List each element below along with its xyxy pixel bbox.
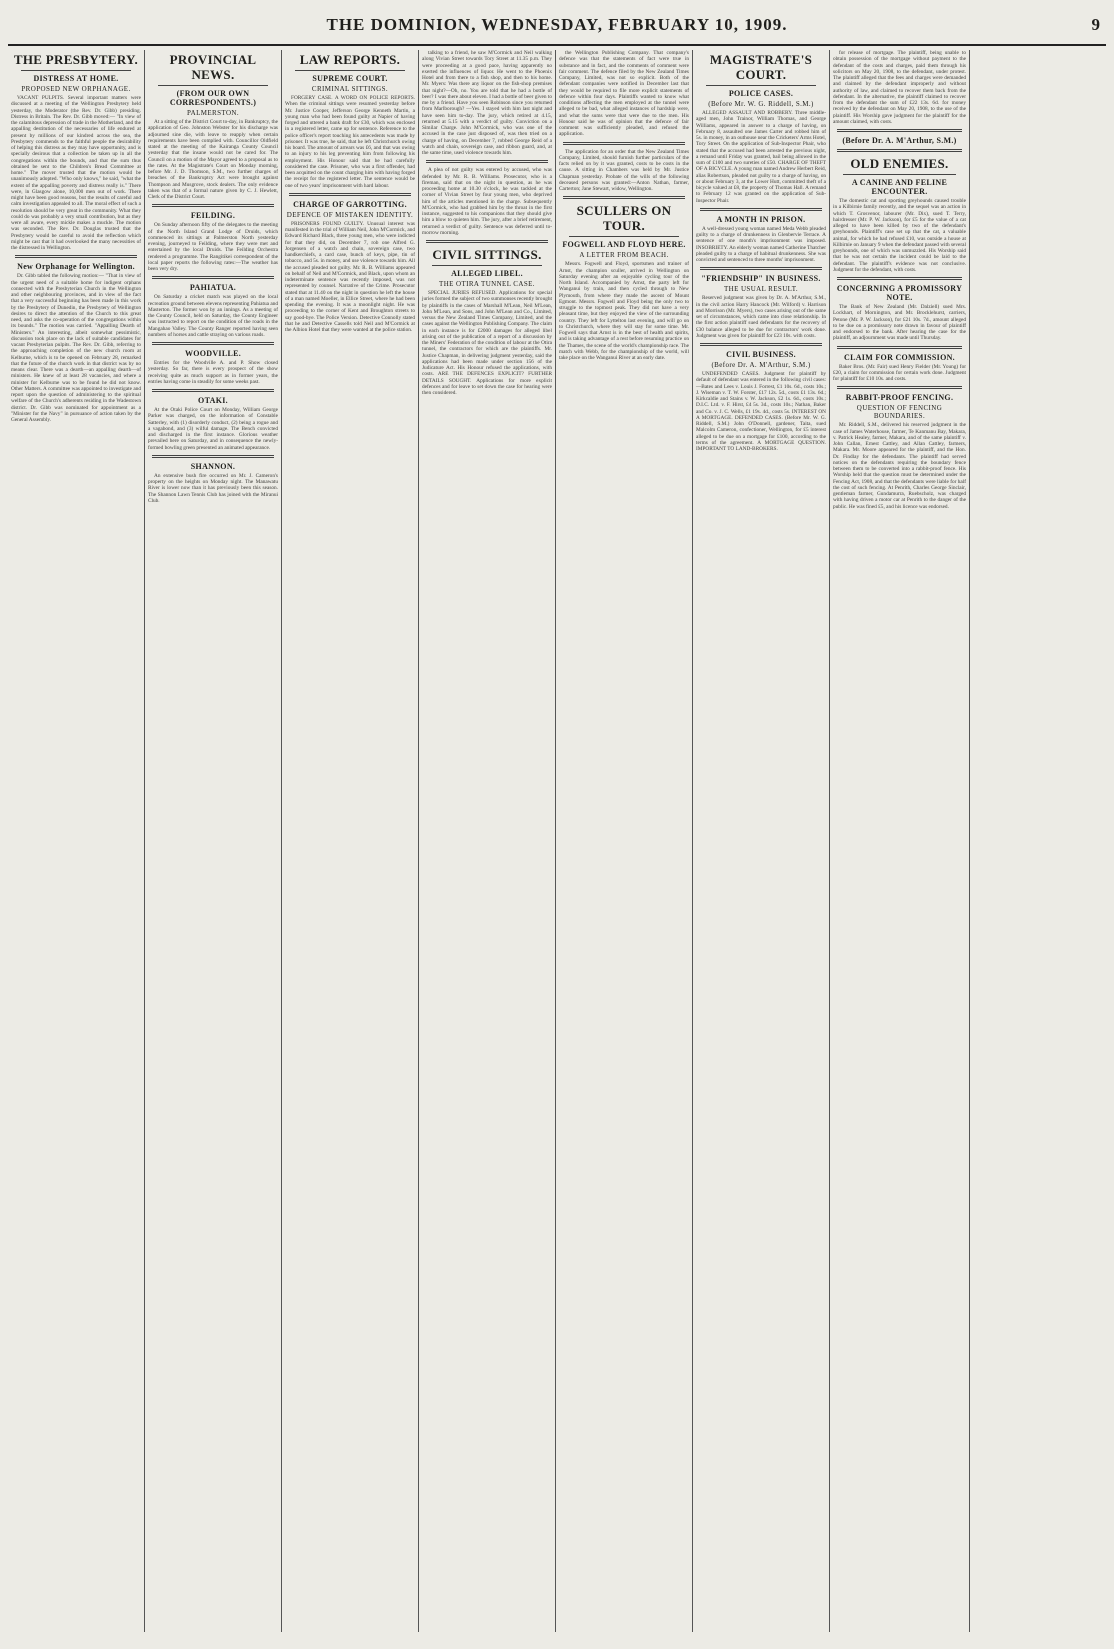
sub-headline: (FROM OUR OWN CORRESPONDENTS.) bbox=[169, 89, 257, 107]
sub-headline: FEILDING. bbox=[190, 211, 236, 221]
section-divider bbox=[700, 343, 822, 346]
article-headline: SCULLERS ON TOUR. bbox=[576, 203, 672, 234]
page-number: 9 bbox=[1091, 15, 1100, 34]
section-subheading: A LETTER FROM BEACH. bbox=[579, 251, 669, 260]
sub-headline: DISTRESS AT HOME. bbox=[33, 74, 119, 83]
sub-headline: WOODVILLE. bbox=[184, 349, 242, 358]
masthead-title: THE DOMINION, WEDNESDAY, FEBRUARY 10, 1909. bbox=[326, 15, 788, 34]
sub-headline: CONCERNING A PROMISSORY NOTE. bbox=[836, 284, 963, 302]
section-divider bbox=[837, 346, 962, 349]
article-body: An extensive bush fire occurred on Mr. J. Cameron's property on the heights on Monday night. The Manawatu River is lower now than it has previously been this season. The Shannon Lawn Tennis Club has joined with the Miranui Club. bbox=[148, 472, 278, 504]
column-6 bbox=[693, 50, 830, 1632]
section-divider bbox=[700, 208, 822, 211]
section-divider bbox=[289, 193, 411, 196]
section-divider bbox=[426, 160, 548, 163]
article-headline: CIVIL SITTINGS. bbox=[432, 247, 542, 262]
article-body: talking to a friend, he saw M'Cormick and Neil walking along Vivian Street towards Tory Street at 11.35 p.m. They were proceeding at a good pace, having apparently no exerted the influences of liquor. He went to the Phoenix Hotel and from there to a fish shop, and then to his home. Mr. Myers: Was there any liquor on the fish-shop premises that night?—Oh, no. You are told that he had a bottle of beer? I was there about eleven. I had a bottle of beer given to me by a friend. Have you seen Robinson since you returned from Marlborough? —Yes. I stayed with him last night and have seen him to-day. The jury, which retired at 4.15, returned at 5.15 with a verdict of guilty. Conviction on a Similar Charge. John M'Cormick, who was one of the accused in the case just disposed of, was then tried on a charge of having, on December 7, robbed George Reid of a watch and chain, sovereign case, and ribbon guard, and, at the same time, used violence towards him. bbox=[422, 50, 552, 156]
column-8 bbox=[970, 50, 1106, 1632]
section-divider bbox=[426, 240, 548, 243]
article-body: Messrs. Fogwell and Floyd, sportsmen and trainer of Arnst, the champion sculler, arrived in Wellington on Saturday evening after an enjoyable cycling tour of the North Island. Accompanied by Arnst, the party left for Wanganui by train, and then cycled through to New Plymouth, from where they made the ascent of Mount Egmont. Messrs. Fogwell and Floyd being the only two to struggle to the topmost peak. They did not have a very pleasant time, but they enjoyed the view of the surrounding country. They left for Lyttelton last evening, and will go on to Christchurch, where they will stay for some time. Mr. Fogwell says that Arnst is in the best of health and spirits, and is taking advantage of a rest before resuming practice on the Thames, the scene of the world's championship race. The match with Webb, for the championship of the world, will take place on the Wanganui River at an early date. bbox=[559, 261, 689, 361]
article-body: VACANT PULPITS. Several important matters were discussed at a meeting of the Wellington Presbytery held yesterday, the Moderator (the Rev. Dr. Gibb) presiding. Distress in Britain. The Rev. Dr. Gibb moved:— "In view of the calamitous depression of trade in the Motherland, and the appalling destitution of the necessaries of life endured at present by millions of our kindred across the sea, the Presbytery commends to the faithful people the desirability of helping this distress as they may have opportunity, and is specially desirous that a collection be taken up in all the congregations within the bounds, and that the sum thus obtained be sent to the Children's Bread Committee at home." The mover trusted that the motion would be unanimously adopted. "Who only knows," he said, "what the extent of the appalling poverty and distress really is." There were, in Glasgow alone, 10,000 men out of work. There might have been good reasons, but the results of careful and calm investigation appealed to all. The moral effect of such a resolution should be very great in the community. What they could do was probably a very small contribution, but as they were all aware, every mickle makes a muckle. The motion was seconded. The Rev. Dr. Douglas trusted that the Presbytery would be careful to avoid the reflection which might be cast that it had overlooked the many necessities of the distressed in Wellington. bbox=[11, 95, 141, 251]
article-body: Mr. Riddell, S.M., delivered his reserved judgment in the case of James Waterhouse, farmer, Te Kanmanu Bay, Makara, v. Patrick Healey, farmer, Makara, and of the same plaintiff v. John Callan, Ernest Cattley, and Allan Cattley, farmers, Makara. Mr. Moore appeared for the plaintiff, and the Hon. Dr. Findlay for the defendants. The plaintiff had served notices on the defendants requiring the boundary fence between them to be converted into a rabbit-proof fence. His Worship held that the question must be determined under the Fencing Act, 1908, and that the defendants were liable for half the cost of such fencing. At Penrith, Charles George Sinclair, gentleman farmer, Gundamurra, Ruebscholz, was charged with having driven a motor car at Penrith to the danger of the public. He was fined £5, and his licence was endorsed. bbox=[833, 422, 966, 510]
article-body: At the Otaki Police Court on Monday, William George Parker was charged, on the information of Constable Satterley, with (1) disorderly conduct, (2) being a rogue and a vagabond, and (3) wilful damage. The Bench convicted and discharged in the first instance. Glorious weather prevailed here on Saturday, and in consequence the newly-formed bowling green presented an animated appearance. bbox=[148, 407, 278, 451]
article-body: the Wellington Publishing Company. That company's defence was that the statements of fact were true in substance and in fact, and the comments of comment were fair comment. The defence filed by the New Zealand Times Company, Limited, was not so explicit. Both of the defendant companies were notified in December last that they would be required to file more explicit statements of defence within four days. Plaintiffs wanted to know what conditions affecting the men employed at the tunnel were alleged to be bad, what alleged instances of hardship were, and what the sums were that were due to the men. His Honour said he was of opinion that the defence of fair comment was sufficiently pleaded, and refused the application. bbox=[559, 50, 689, 138]
section-divider bbox=[837, 129, 962, 132]
newspaper-page bbox=[8, 6, 1106, 1634]
sub-headline: POLICE CASES. bbox=[728, 89, 794, 98]
headline-rule bbox=[295, 70, 405, 71]
sub-headline: CLAIM FOR COMMISSION. bbox=[844, 352, 955, 362]
section-subheading: (Before Mr. W. G. Riddell, S.M.) bbox=[708, 100, 814, 108]
headline-rule bbox=[158, 85, 268, 86]
section-divider bbox=[837, 277, 962, 280]
section-subheading: PROPOSED NEW ORPHANAGE. bbox=[21, 85, 131, 93]
sub-headline: ALLEGED LIBEL. bbox=[451, 269, 523, 278]
article-body: PRISONERS FOUND GUILTY. Unusual interest was manifested in the trial of William Neil, John M'Cormick, and Edward Richard Black, three young men, who were indicted for that they did, on December 7, rob one Alfred G. Jorgensen of a watch and chain, sovereign case, two handkerchiefs, a card case, bunch of keys, pipe, tin of tobacco, and 5s. in money, and use violence towards him. All the accused pleaded not guilty. Mr. R. B. Williams appeared on behalf of Neil and M'Cormick, and Black, upon whom an indeterminate sentence was recently imposed, was not represented by counsel. Narrative of the Crime. Prosecutor stated that at 11.40 on the night in question he left the house of a man named Moeller, in Ellice Street, where he had been spending the evening. It was a moonlight night. He was proceeding to the corner of Kent and Broughton streets to say good-bye. The Police Version. Detective Connolly stated that he and Detective Cassells told Neil and M'Cormick at the Albion Hotel that they were wanted at the police station. bbox=[285, 220, 415, 333]
article-body: Dr. Gibb tabled the following motion:— "That in view of the urgent need of a suitable home for indigent orphans connected with the Presbyterian Church in the Wellington and other neighbouring provinces, and in view of the fact that a very successful beginning has been made in this work by the Presbytery of Dunedin, the Presbytery of Wellington desires to direct the attention of the Church to this great need, and asks the co-operation of the congregations within its bounds." The motion was carried. "Appalling Dearth of Ministers." An interesting, albeit somewhat pessimistic, discussion took place on the lack of suitable candidates for vacant Presbyterian pulpits. The Rev. Dr. Gibb, referring to the approaching completion of the new church room at Kelburne, which is to be opened on February 28, remarked that the future of the church work in that district was by no means clear. There was a dearth—an appalling dearth—of ministers. He knew of at least 28 vacancies, and where a minister for Kelburne was to be found he did not know. Other Matters. A committee was appointed to investigate and report upon the question of administering to the spiritual welfare of the Church's adherents residing in the Wadestown district. Dr. Gibb was nominated for appointment as a "Minister for the Navy" in pursuance of action taken by the General Assembly. bbox=[11, 273, 141, 423]
sub-headline: FOGWELL AND FLOYD HERE. bbox=[562, 240, 686, 250]
article-headline: MAGISTRATE'S COURT. bbox=[709, 52, 813, 82]
sub-headline: A CANINE AND FELINE ENCOUNTER. bbox=[851, 178, 948, 196]
column-3 bbox=[282, 50, 419, 1632]
headline-rule bbox=[706, 85, 816, 86]
sub-headline: SUPREME COURT. bbox=[312, 74, 388, 83]
sub-headline: CIVIL BUSINESS. bbox=[726, 350, 796, 359]
article-body: A well-dressed young woman named Meda Webb pleaded guilty to a charge of drunkenness in Glenbervie Terrace. A sentence of one month's imprisonment was imposed. INSOBRIETY. An elderly woman named Catherine Thatcher pleaded guilty to a charge of habitual drunkenness. She was convicted and sentenced to three months' imprisonment. bbox=[696, 225, 826, 263]
sub-headline: SHANNON. bbox=[190, 461, 236, 471]
article-body: FORGERY CASE. A WORD ON POLICE REPORTS. When the criminal sittings were resumed yesterday before Mr. Justice Cooper, Jefferson George Kenneth Martin, a young man who had been found guilty at Napier of having forged and uttered a bank draft for £30, which was enclosed in a registered letter, came up for sentence. Reference to the police officer's report touching his antecedents was made by prisoner. It was true, he said, that he left Christchurch owing his board. The amount of arrears was £6, and that was owing to an injury to his leg preventing him from following his employment. His Honour said that he had carefully considered the case. Prisoner, who was a first offender, had been acquitted on the count charging him with having forged the receipt for the registered letter. The sentence would be one of two years' imprisonment with hard labour. bbox=[285, 95, 415, 189]
section-subheading: PALMERSTON. bbox=[186, 109, 240, 117]
section-divider bbox=[152, 276, 274, 279]
sub-headline: PAHIATUA. bbox=[189, 283, 237, 293]
section-subheading: THE OTIRA TUNNEL CASE. bbox=[439, 280, 535, 288]
article-body: ALLEGED ASSAULT AND ROBBERY. Three middle-aged men, John Trainor, William Thomas, and George Williams, appeared in answer to a charge of having, on February 8, assaulted one James Carter and robbed him of 5s. in money, in an outhouse near the Cricketers' Arms Hotel, Tory Street. On the application of Sub-Inspector Phair, who stated that the accused had been arrested the previous night, a remand until Friday was granted, bail being allowed in the sum of £100 and two sureties of £50. CHARGE OF THEFT OF A BICYCLE. A young man named Andrew Herbert Reid, alias Robertson, pleaded not guilty to a charge of having, on or about February 3, at the Lower Hutt, committed theft of a bicycle valued at £8, the property of Thomas Hall. A remand to February 12 was granted on the application of Sub-Inspector Phair. bbox=[696, 110, 826, 204]
section-divider bbox=[152, 204, 274, 207]
headline-rule bbox=[21, 70, 131, 71]
section-subheading: CRIMINAL SITTINGS. bbox=[311, 85, 389, 93]
section-subheading: THE USUAL RESULT. bbox=[723, 285, 798, 294]
article-body: UNDEFENDED CASES. Judgment for plaintiff by default of defendant was entered in the following civil cases:—Bates and Lees v. Louis J. Forrest, £1 10s. 6d., costs 10s.; J. Wiseman v. T. W. Forster, £17 12s. 5d., costs £1 13s. 6d.; Kirkcaldie and Stains v. W. Jackson, £2 1s. 6d., costs 10s.; D.I.C. Ltd. v. F. Hirst, £4 5s. 3d., costs 10s.; Nathan, Baker and Co. v. J. C. Wells, £1 19s. 4d., costs 5s. INTEREST ON A MORTGAGE. DEFENDED CASES. (Before Mr. W. G. Riddell, S.M.) John O'Donnell, gardener, Taita, sued Malcolm Cameron, confectioner, Wellington, for £5 interest alleged to be due on a mortgage for £100, according to the terms of the agreement. A MORTGAGE QUESTION. IMPORTANT TO LAND-BROKERS. bbox=[696, 371, 826, 452]
article-headline: PROVINCIAL NEWS. bbox=[169, 52, 257, 82]
section-divider bbox=[152, 389, 274, 392]
section-subheading: QUESTION OF FENCING BOUNDARIES. bbox=[856, 404, 943, 421]
column-2 bbox=[145, 50, 282, 1632]
sub-headline: OTAKI. bbox=[198, 396, 228, 405]
section-divider bbox=[700, 267, 822, 270]
section-divider bbox=[837, 386, 962, 389]
section-divider bbox=[837, 149, 962, 152]
article-headline: THE PRESBYTERY. bbox=[13, 52, 139, 67]
column-7 bbox=[830, 50, 970, 1632]
section-divider bbox=[15, 255, 137, 258]
headline-rule bbox=[843, 174, 956, 175]
article-body: for release of mortgage. The plaintiff, being unable to obtain possession of the mortgage without payment to the defendant of the costs and charges, paid them through his solicitors on May 20, 1908, to the defendant, under protest. The plaintiff alleged that the fees and charges were demanded and claimed by the defendant improperly and without authority of law, and claimed to recover them back from the defendant. In the alternative, the plaintiff claimed to recover from the defendant the sum of £22 13s. 6d. for money received by the defendant on May 20, 1908, to the use of the plaintiff. His Worship gave judgment for the plaintiff for the amount claimed, with costs. bbox=[833, 50, 966, 125]
article-headline: OLD ENEMIES. bbox=[850, 156, 949, 171]
columns bbox=[8, 50, 1106, 1632]
sub-headline: (Before Dr. A. M'Arthur, S.M.) bbox=[842, 136, 957, 145]
column-5 bbox=[556, 50, 693, 1632]
column-1 bbox=[8, 50, 145, 1632]
article-body: Baker Bros. (Mr. Fair) sued Henry Fielder (Mr. Young) for £20, a claim for commission for certain work done. Judgment for plaintiff for £10 10s. and costs. bbox=[833, 363, 966, 382]
section-divider bbox=[152, 455, 274, 458]
sub-headline: "FRIENDSHIP" IN BUSINESS. bbox=[701, 274, 821, 284]
section-subheading: DEFENCE OF MISTAKEN IDENTITY. bbox=[286, 210, 414, 219]
article-body: On Saturday a cricket match was played on the local recreation ground between elevens representing Pahiatua and Masterton. The former won by an innings. As a meeting of the County Council, held on Saturday, the County Engineer was instructed to report on the condition of the roads in the Mangahao Valley. The County Ranger reported having seen numbers of horses and cattle straying on various roads. bbox=[148, 294, 278, 338]
article-body: At a sitting of the District Court to-day, in Bankruptcy, the application of Geo. Johnston Webster for his discharge was adjourned sine die, with leave to reapply when certain requirements have been complied with. Councillor Oldfield stated at the meeting of the Kairanga County Council yesterday that the insane would not be cared for. The Council on a motion of the Mayor agreed to a proposal as to the rates. At the Magistrate's Court on Monday morning, before Mr. J. D. Thomson, S.M., two further charges of breaches of the Bankruptcy Act were brought against Thompson and Musgrove, stock dealers. The only evidence taken was that of a formal nature given by C. J. Hewlett, Clerk of the District Court. bbox=[148, 119, 278, 200]
section-divider bbox=[563, 142, 685, 145]
headline-rule bbox=[432, 265, 542, 266]
article-body: The Bank of New Zealand (Mr. Dalziell) sued Mrs. Lockhart, of Mornington, and Mr. Brocklehurst, carriers, Petone (Mr. P. W. Jackson), for £21 10s. 7d., amount alleged to be due on a promissory note drawn in favour of plaintiff and endorsed to the bank. After hearing the case for the plaintiff, an adjournment was made until Thursday. bbox=[833, 304, 966, 342]
article-body: The application for an order that the New Zealand Times Company, Limited, should furnish further particulars of the facts relied on by it was granted, costs to be costs in the cause. A sitting in Chambers was held by Mr. Justice Chapman yesterday. Probate of the wills of the following deceased persons was granted:—Anton Nathan, farmer, Carterton; Jane Stewart, widow, Wellington. bbox=[559, 148, 689, 192]
section-divider bbox=[563, 196, 685, 199]
section-divider bbox=[152, 342, 274, 345]
article-body: The domestic cat and sporting greyhounds caused trouble in a Kilbirnie family recently, and the sequel was an action in which T. Grosvenor, labourer (Mr. Dix), sued T. Terry, hairdresser (Mr. P. W. Jackson), for £5 for the value of a cat alleged to have been killed by two of the defendant's greyhounds. Plaintiff's case set up that the cat, a valuable animal, for which he had refused £10, was outside a house at Kilbirnie on January 9 when the defendant passed with several greyhounds, one of which was unmuzzled. His Worship said that he was not certain the incident could be laid to the defendant. The plaintiff's evidence was not conclusive. Judgment for the defendant, with costs. bbox=[833, 198, 966, 273]
article-body: On Sunday afternoon fifty of the delegates to the meeting of the North Island Grand Lodge of Druids, which commenced its sittings at Palmerston North yesterday evening, journeyed to Feilding, where they were met and entertained by the local Druids. The Feilding Orchestra rendered a programme. The Rangitikei correspondent of the local paper reports the following rates:—The weather has been very dry. bbox=[148, 222, 278, 272]
sub-headline: CHARGE OF GARROTTING. bbox=[293, 199, 407, 209]
sub-headline: A MONTH IN PRISON. bbox=[716, 214, 806, 224]
sub-headline: New Orphanage for Wellington. bbox=[17, 262, 135, 272]
sub-headline: RABBIT-PROOF FENCING. bbox=[845, 393, 954, 403]
section-subheading: (Before Dr. A. M'Arthur, S.M.) bbox=[711, 361, 811, 369]
article-body: Entries for the Woodville A. and P. Show closed yesterday. So far, there is every prospect of the show receiving quite as much support as in former years, the entries having come in steadily for some weeks past. bbox=[148, 360, 278, 385]
column-4 bbox=[419, 50, 556, 1632]
article-headline: LAW REPORTS. bbox=[299, 52, 401, 67]
article-body: A plea of not guilty was entered by accused, who was defended by Mr. R. B. Williams. Prosecutor, who is a fireman, said that on the night in question, as he was proceeding home at 10.30 o'clock, he was tackled at the corner of Vivian Street by four young men, who deprived him of the articles mentioned in the charge. Subsequently M'Cormick, who had grabbed him by the throat in the first instance, suggested to his companions that they should give him a blow to quieten him. The jury, after a brief retirement, returned a verdict of guilty. Sentence was deferred until to-morrow morning. bbox=[422, 167, 552, 236]
masthead bbox=[8, 6, 1106, 46]
headline-rule bbox=[569, 236, 679, 237]
article-body: SPECIAL JURIES REFUSED. Applications for special juries formed the subject of two summonses recently brought by plaintiffs in the cases of Marshall M'Lean, Neil M'Lean, John M'Lean, and Sons, and John M'Lean and Co., Limited, versus the New Zealand Times Company, Limited, and the cases against the Wellington Publishing Company. The claim in each instance is for £2000 damages for alleged libel arising out of the publication of a report of a discussion by the Miners' Federation of the condition of labour at the Otira tunnel, the contractors for which are the plaintiffs. Mr. Justice Chapman, in delivering judgment yesterday, said the applications had been made under section 156 of the Judicature Act. His Honour refused the applications, with costs. ARE THE DEFENCES EXPLICIT? FURTHER DETAILS SOUGHT. Applications for more explicit defences and for leave to set down the case for hearing were then considered. bbox=[422, 290, 552, 396]
article-body: Reserved judgment was given by Dr. A. M'Arthur, S.M., in the civil action Harry Hancock (Mr. Wilford) v. Harrison and Morrison (Mr. Myers), two cases arising out of the same set of circumstances, which came into close relationship. In the first action plaintiff sued defendants for the recovery of £30 balance alleged to be due for contractors' work done. Judgment was given for plaintiff for £23 10s. with costs. bbox=[696, 295, 826, 339]
